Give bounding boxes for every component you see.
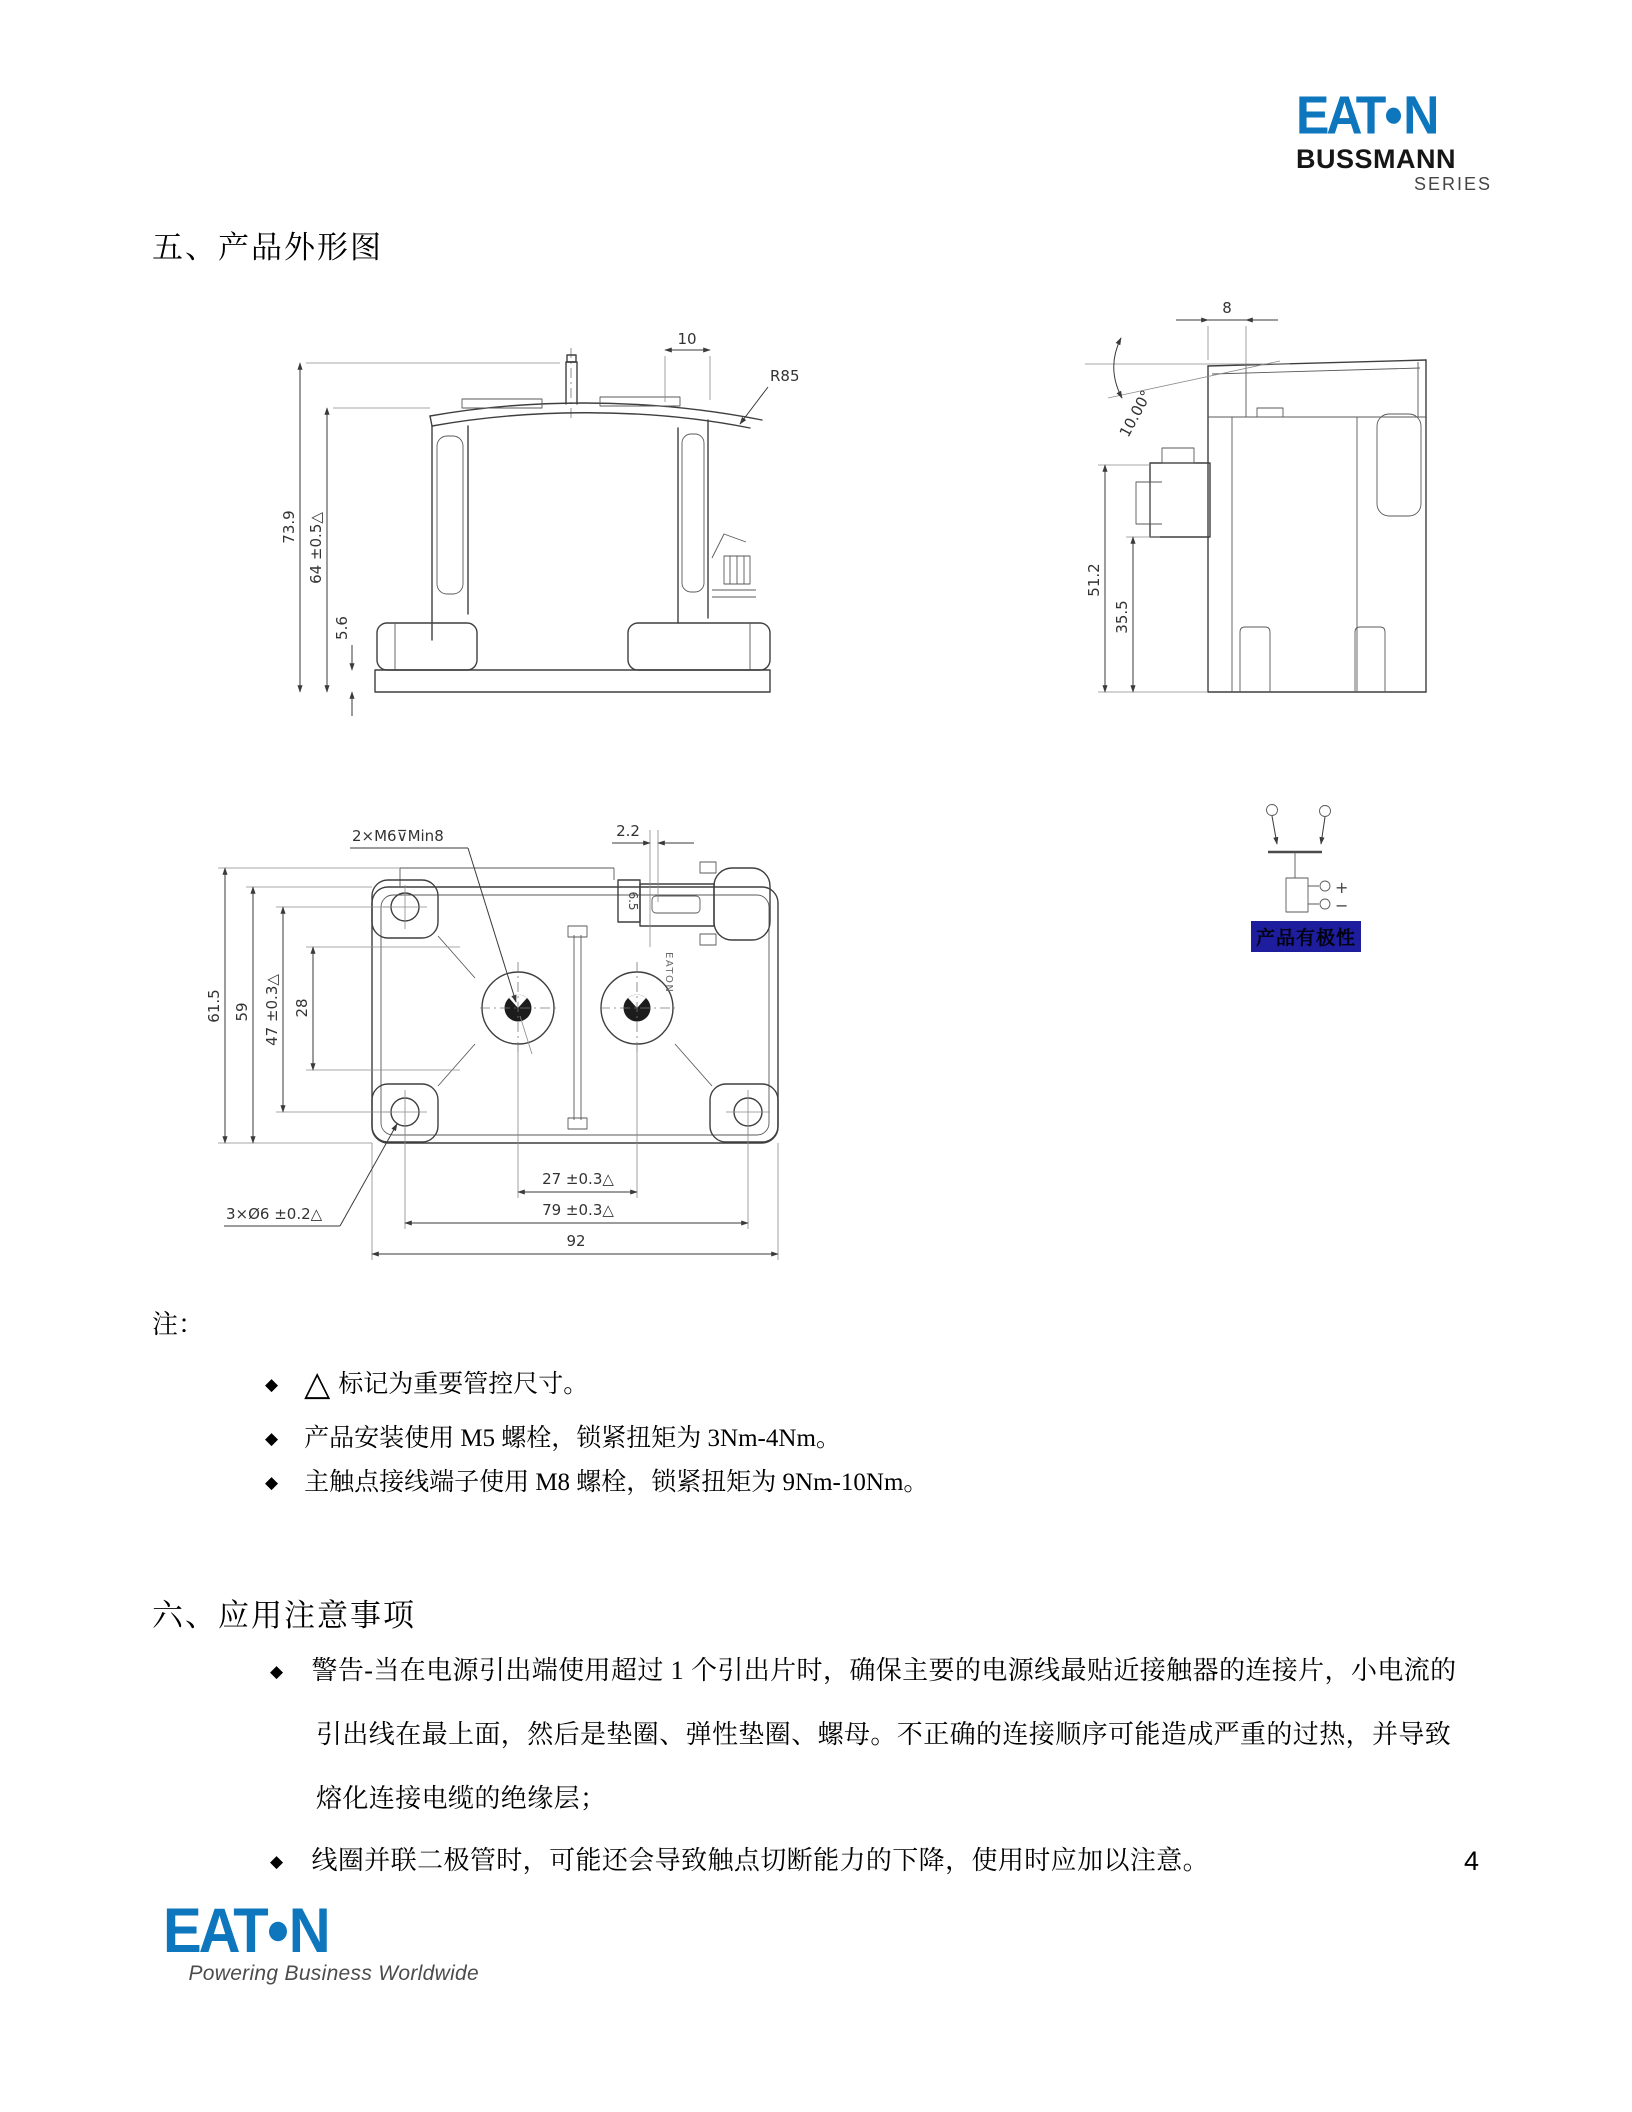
diamond-bullet-icon: ◆	[270, 1852, 284, 1871]
page-number: 4	[1464, 1846, 1480, 1876]
diamond-bullet-icon: ◆	[265, 1375, 279, 1394]
note-text: 标记为重要管控尺寸。	[338, 1371, 589, 1398]
eaton-logo-text-left: EAT	[163, 1895, 266, 1967]
eaton-logo-text-right: N	[1403, 84, 1437, 146]
eaton-logo	[163, 1895, 479, 1967]
app-note-warning-line3	[316, 1778, 606, 1815]
circuit-plus-label: +	[1335, 878, 1349, 897]
eaton-tagline: Powering Business Worldwide	[188, 1962, 479, 1985]
notes-label: 注：	[152, 1310, 205, 1339]
dim-top-terminal-span: 27 ±0.3△	[542, 1170, 614, 1188]
circuit-minus-label: −	[1335, 896, 1349, 915]
diamond-bullet-icon: ◆	[265, 1473, 279, 1492]
section5-title: 五、产品外形图	[152, 230, 383, 265]
eaton-logo-dot-icon	[269, 1921, 287, 1940]
dim-top-hole-span: 79 ±0.3△	[542, 1201, 614, 1219]
series-wordmark: SERIES	[1413, 174, 1492, 194]
diamond-bullet-icon: ◆	[265, 1429, 279, 1448]
dim-top-thread: 2×M6⊽Min8	[352, 827, 444, 845]
top-view-drawing	[205, 822, 778, 1260]
triangle-mark-icon: △	[304, 1366, 331, 1403]
polarity-caption: 产品有极性	[1251, 921, 1361, 952]
app-text: 熔化连接电缆的绝缘层；	[316, 1784, 607, 1813]
dim-front-base-height: 5.6	[333, 616, 351, 640]
bussmann-wordmark: BUSSMANN	[1296, 144, 1457, 174]
diamond-bullet-icon: ◆	[270, 1662, 284, 1681]
dim-top-height-total: 61.5	[205, 989, 223, 1023]
note-item-control-dims	[265, 1364, 588, 1404]
eaton-logo-text-right: N	[288, 1895, 328, 1967]
dim-front-pad-width: 10	[677, 330, 697, 348]
circuit-symbol-drawing	[1267, 805, 1349, 916]
note-text: 主触点接线端子使用 M8 螺栓，锁紧扭矩为 9Nm-10Nm。	[304, 1469, 929, 1496]
note-item-terminal-bolt	[265, 1462, 928, 1498]
dim-top-width-total: 92	[566, 1232, 586, 1250]
dim-top-offset: 2.2	[616, 822, 640, 840]
app-note-warning-line2	[316, 1714, 1451, 1751]
app-text: 引出线在最上面，然后是垫圈、弹性垫圈、螺母。不正确的连接顺序可能造成严重的过热，并导致	[316, 1720, 1452, 1749]
dim-side-height-mid: 35.5	[1113, 600, 1131, 634]
app-text: 线圈并联二极管时，可能还会导致触点切断能力的下降，使用时应加以注意。	[311, 1846, 1210, 1875]
dim-front-height-body: 64 ±0.5△	[307, 512, 325, 584]
app-text: 警告-当在电源引出端使用超过 1 个引出片时，确保主要的电源线最贴近接触器的连接片，小电流的	[311, 1656, 1457, 1685]
dim-side-angle: 10.00°	[1115, 387, 1156, 441]
eaton-logo-text-left: EAT	[1296, 84, 1384, 146]
dim-side-top-width: 8	[1222, 299, 1232, 317]
dim-top-height-body: 59	[233, 1002, 251, 1022]
section6-title: 六、应用注意事项	[152, 1598, 416, 1633]
dim-top-holes: 3×Ø6 ±0.2△	[226, 1205, 323, 1223]
eaton-footer-logo	[163, 1895, 479, 1986]
dim-top-vertical-inner: 28	[293, 998, 311, 1018]
top-view-brand-label: EATON	[663, 952, 674, 994]
dim-front-height-total: 73.9	[280, 510, 298, 544]
front-view-drawing	[280, 330, 800, 716]
dim-top-vertical-span: 47 ±0.3△	[263, 974, 281, 1046]
side-view-drawing	[1085, 299, 1426, 692]
dim-side-height-total: 51.2	[1085, 563, 1103, 597]
app-note-warning-line1	[270, 1650, 1457, 1687]
dim-front-radius: R85	[770, 367, 800, 385]
note-item-mounting-bolt	[265, 1418, 841, 1454]
dim-top-connector-width: 6.5	[626, 891, 640, 911]
app-note-coil-diode	[270, 1840, 1209, 1877]
note-text: 产品安装使用 M5 螺栓，锁紧扭矩为 3Nm-4Nm。	[304, 1425, 841, 1452]
